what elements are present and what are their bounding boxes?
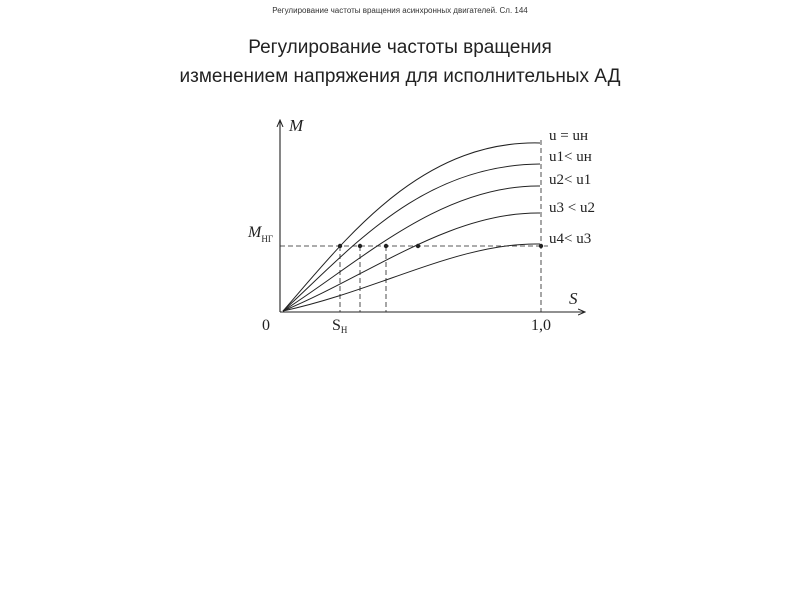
- curve-label-u2: u2< u1: [549, 172, 592, 188]
- curve-label-u3: u3 < u2: [549, 200, 595, 216]
- operating-point: [416, 244, 420, 248]
- curve-u-rated: [283, 143, 540, 311]
- characteristic-curves: [283, 143, 540, 311]
- curve-label-u4: u4< u3: [549, 231, 592, 247]
- x-end-label: 1,0: [531, 317, 551, 334]
- curve-label-u-rated: u = uн: [549, 128, 588, 144]
- operating-point: [539, 244, 543, 248]
- slip-rated-label: [332, 317, 348, 335]
- operating-point: [338, 244, 342, 248]
- slip-rated-label-sub: Н: [340, 325, 348, 335]
- load-torque-label-main: M: [248, 224, 262, 241]
- title-line-2: изменением напряжения для исполнительных АД: [179, 66, 621, 87]
- slide-header: Регулирование частоты вращения асинхронных двигателей. Сл. 144: [272, 6, 528, 15]
- curve-labels: [549, 128, 595, 247]
- operating-point: [384, 244, 388, 248]
- curve-label-u1: u1< uн: [549, 149, 592, 165]
- slip-rated-label-main: S: [332, 317, 341, 334]
- curve-u3: [283, 213, 540, 311]
- title-line-1: Регулирование частоты вращения: [248, 37, 552, 58]
- curve-u1: [283, 164, 540, 311]
- operating-point: [358, 244, 362, 248]
- y-axis-label: M: [289, 116, 304, 135]
- x-axis-label: S: [569, 289, 578, 308]
- origin-label: 0: [262, 317, 270, 334]
- load-torque-label-sub: НГ: [261, 234, 274, 244]
- curve-u4: [283, 244, 540, 311]
- curve-u2: [283, 186, 540, 311]
- load-torque-label: [247, 224, 273, 244]
